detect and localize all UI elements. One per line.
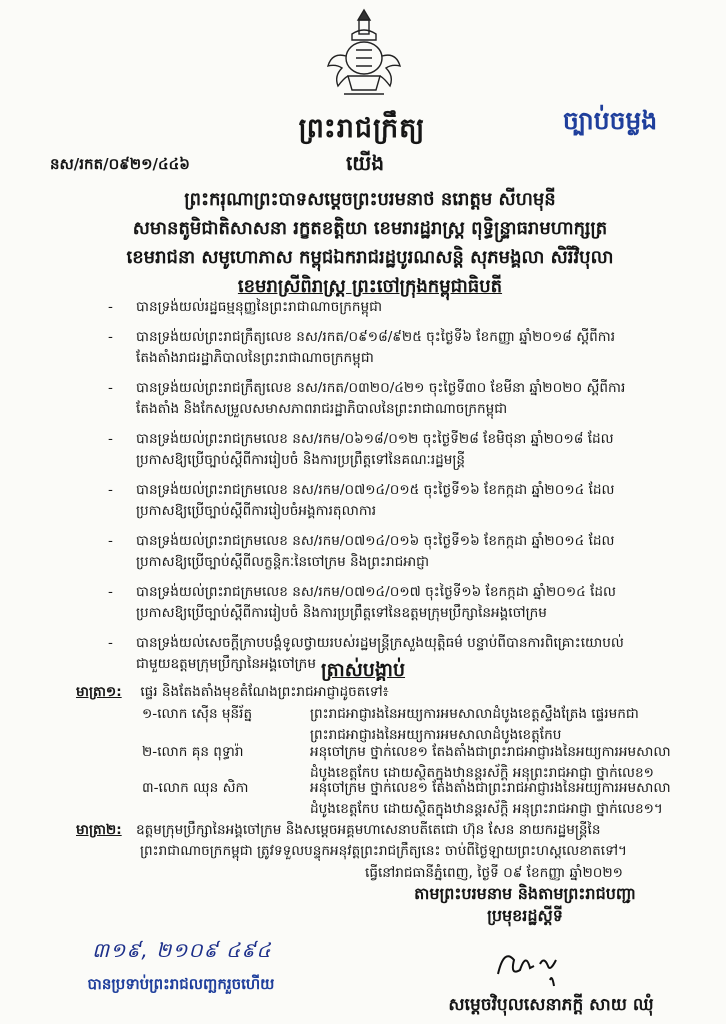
list-item-text: បានទ្រង់យល់ព្រះរាជក្រមលេខ នស/រកម/០៦១៨/០១២ ចុះថ្ងៃទី២៨ ខែមិថុនា ឆ្នាំ២០១៨ ដែល xyxy=(136,431,614,447)
signature-heading xyxy=(360,883,690,927)
list-item-text: បានទ្រង់យល់រដ្ឋធម្មនុញ្ញនៃព្រះរាជាណាចក្រកម្ពុជា xyxy=(136,299,383,315)
list-item-text: ប្រកាសឱ្យប្រើច្បាប់ស្តីពីលក្ខន្តិកៈនៃចៅក្រម និងព្រះរាជអាជ្ញា xyxy=(136,554,430,570)
royal-title-line: ព្រះករុណាព្រះបាទសម្តេចព្រះបរមនាថ នរោត្តម សីហមុនី xyxy=(184,189,556,210)
list-item-text: តែងតាំង និងកែសម្រួលសមាសភាពរាជរដ្ឋាភិបាលនៃព្រះរាជាណាចក្រកម្ពុជា xyxy=(136,401,508,417)
royal-title-line: ខេមរាស្រីពិរាស្ត្រ ព្រះចៅក្រុងកម្ពុជាធិបតី xyxy=(237,276,503,297)
article-text: ឧត្តមក្រុមប្រឹក្សានៃអង្គចៅក្រម និងសម្តេចអគ្គមហាសេនាបតីតេជោ ហ៊ុន សែន នាយករដ្ឋមន្ត្រីនៃ xyxy=(136,822,601,838)
considerations-list xyxy=(108,297,698,684)
list-item: - បានទ្រង់យល់ព្រះរាជក្រឹត្យលេខ នស/រកត/០៩១៨/៩២៥ ចុះថ្ងៃទី៦ ខែកញ្ញា ឆ្នាំ២០១៨ ស្តីពីការ តែងតាំងរាជរដ្ឋាភិបាលនៃព្រះរាជាណាចក្រកម្ពុជា xyxy=(108,327,698,369)
appointment-text: ព្រះរាជអាជ្ញារងនៃអយ្យការអមសាលាដំបូងខេត្តកែប xyxy=(310,727,562,743)
list-item: - បានទ្រង់យល់ព្រះរាជក្រមលេខ នស/រកម/០៦១៨/០១២ ចុះថ្ងៃទី២៨ ខែមិថុនា ឆ្នាំ២០១៨ ដែល ប្រកាសឱ្យប្រើច្បាប់ស្តីពីការរៀបចំ និងការប្រព្រឹត្តទៅនៃគណៈរដ្ឋមន្ត្រី xyxy=(108,429,698,471)
we-heading: យើង xyxy=(345,151,385,175)
list-item: - បានទ្រង់យល់ព្រះរាជក្រឹត្យលេខ នស/រកត/០៣២០/៤២១ ចុះថ្ងៃទី៣០ ខែមីនា ឆ្នាំ២០២០ ស្តីពីការ តែងតាំង និងកែសម្រួលសមាសភាពរាជរដ្ឋាភិបាលនៃព្រះរាជាណាចក្រកម្ពុជា xyxy=(108,378,698,420)
appointment-text: អនុចៅក្រម ថ្នាក់លេខ១ តែងតាំងជាព្រះរាជអាជ្ញារងនៃអយ្យការអមសាលា xyxy=(310,780,671,796)
royal-crest-emblem xyxy=(318,6,410,102)
list-item: - បានទ្រង់យល់សេចក្តីក្រាបបង្គំទូលថ្វាយរបស់រដ្ឋមន្ត្រីក្រសួងយុត្តិធម៌ បន្ទាប់ពីបានការពិគ្រោះយោបល់ ជាមួយឧត្តមក្រុមប្រឹក្សានៃអង្គចៅក្រម xyxy=(108,633,698,675)
appointee-name: ២-លោក គុន ពុទ្ធារ៉ា xyxy=(142,744,244,760)
royal-title-line: សមានតូមិជាតិសាសនា រក្ខតខត្តិយា ខេមរារដ្ឋរាស្ត្រ ពុទ្ធិន្ទ្រាធរាមហាក្សត្រ xyxy=(132,218,608,239)
list-item: - បានទ្រង់យល់ព្រះរាជក្រមលេខ នស/រកម/០៧១៤/០១៦ ចុះថ្ងៃទី១៦ ខែកក្កដា ឆ្នាំ២០១៤ ដែល ប្រកាសឱ្យប្រើច្បាប់ស្តីពីលក្ខន្តិកៈនៃចៅក្រម និងព្រះរាជអាជ្ញា xyxy=(108,531,698,573)
article-text: ផ្ទេរ និងតែងតាំងមុខតំណែងព្រះរាជអាជ្ញាដូចតទៅ៖ xyxy=(140,684,389,700)
list-item-text: តែងតាំងរាជរដ្ឋាភិបាលនៃព្រះរាជាណាចក្រកម្ពុជា xyxy=(136,350,374,366)
article-label: មាត្រា១: xyxy=(76,684,122,700)
appointee-name: ១-លោក ស៊ើន មុនីរ័ត្ន xyxy=(142,706,253,722)
appointment-text: ព្រះរាជអាជ្ញារងនៃអយ្យការអមសាលាដំបូងខេត្តស្ទឹងត្រែង ផ្ទេរមកជា xyxy=(310,706,639,722)
list-item-text: ប្រកាសឱ្យប្រើច្បាប់ស្តីពីការរៀបចំ និងការប្រព្រឹត្តទៅនៃគណៈរដ្ឋមន្ត្រី xyxy=(136,452,466,468)
list-item-text: បានទ្រង់យល់ព្រះរាជក្រឹត្យលេខ នស/រកត/០៩១៨/៩២៥ ចុះថ្ងៃទី៦ ខែកញ្ញា ឆ្នាំ២០១៨ ស្តីពីការ xyxy=(136,329,616,345)
list-item-text: បានទ្រង់យល់ព្រះរាជក្រឹត្យលេខ នស/រកត/០៣២០/៤២១ ចុះថ្ងៃទី៣០ ខែមីនា ឆ្នាំ២០២០ ស្តីពីការ xyxy=(136,380,626,396)
place-and-date: ធ្វើនៅរាជធានីភ្នំពេញ, ថ្ងៃទី ០៩ ខែកញ្ញា ឆ្នាំ២០២១ xyxy=(365,865,623,881)
list-item: - បានទ្រង់យល់ព្រះរាជក្រមលេខ នស/រកម/០៧១៤/០១៥ ចុះថ្ងៃទី១៦ ខែកក្កដា ឆ្នាំ២០១៤ ដែល ប្រកាសឱ្យប្រើច្បាប់ស្តីពីការរៀបចំអង្គការតុលាការ xyxy=(108,480,698,522)
royal-title-line: ខេមរាជនា សមូហោភាស កម្ពុជឯករាជរដ្ឋបូរណសន្តិ សុភមង្គលា សិរីវិបុលា xyxy=(126,247,614,268)
list-item-text: បានទ្រង់យល់ព្រះរាជក្រមលេខ នស/រកម/០៧១៤/០១៦ ចុះថ្ងៃទី១៦ ខែកក្កដា ឆ្នាំ២០១៤ ដែល xyxy=(136,533,615,549)
appointment-row xyxy=(142,704,702,746)
handwritten-number: ៣១៩, ២១០៩ ៤៩៤ xyxy=(92,938,272,962)
reference-number: នស/រកត/០៩២១/៤៤៦ xyxy=(50,155,190,173)
appointment-text: ដំបូងខេត្តកែប ដោយស្ថិតក្នុងឋានន្តរស័ក្តិ អនុព្រះរាជអាជ្ញា ថ្នាក់លេខ១។ xyxy=(310,801,663,817)
appointee-name: ៣-លោក ឈុន សិកា xyxy=(142,780,249,796)
signature-heading-line: តាមព្រះបរមនាម និងតាមព្រះរាជបញ្ជា xyxy=(414,884,636,903)
list-item-text: បានទ្រង់យល់សេចក្តីក្រាបបង្គំទូលថ្វាយរបស់រដ្ឋមន្ត្រីក្រសួងយុត្តិធម៌ បន្ទាប់ពីបានការពិគ្រោះយោបល់ xyxy=(136,635,624,651)
list-item-text: ប្រកាសឱ្យប្រើច្បាប់ស្តីពីការរៀបចំអង្គការតុលាការ xyxy=(136,503,377,519)
list-item-text: ប្រកាសឱ្យប្រើច្បាប់ស្តីពីការរៀបចំ និងការប្រព្រឹត្តទៅនៃឧត្តមក្រុមប្រឹក្សានៃអង្គចៅក្រម xyxy=(136,605,547,621)
article-label: មាត្រា២: xyxy=(76,822,122,838)
decision-heading: ត្រាស់បង្គាប់ xyxy=(320,659,406,681)
seal-stamp: បានប្រទាប់ព្រះរាជលញ្ឆករួចហើយ xyxy=(87,975,275,993)
appointment-text: អនុចៅក្រម ថ្នាក់លេខ១ តែងតាំងជាព្រះរាជអាជ្ញារងនៃអយ្យការអមសាលា xyxy=(310,744,671,760)
document-title: ព្រះរាជក្រឹត្យ xyxy=(298,113,426,144)
signer-name: សម្តេចវិបុលសេនាភក្តី សាយ ឈុំ xyxy=(448,995,654,1015)
article-1 xyxy=(76,682,696,703)
list-item-text: ជាមួយឧត្តមក្រុមប្រឹក្សានៃអង្គចៅក្រម xyxy=(136,656,316,672)
list-item-text: បានទ្រង់យល់ព្រះរាជក្រមលេខ នស/រកម/០៧១៤/០១៧ ចុះថ្ងៃទី១៦ ខែកក្កដា ឆ្នាំ២០១៤ ដែល xyxy=(136,584,616,600)
signature-icon xyxy=(490,930,580,990)
royal-title-block xyxy=(80,185,660,301)
appointment-text: ដំបូងខេត្តកែប ដោយស្ថិតក្នុងឋានន្តរស័ក្តិ អនុព្រះរាជអាជ្ញា ថ្នាក់លេខ១ xyxy=(310,765,654,781)
list-item-text: បានទ្រង់យល់ព្រះរាជក្រមលេខ នស/រកម/០៧១៤/០១៥ ចុះថ្ងៃទី១៦ ខែកក្កដា ឆ្នាំ២០១៤ ដែល xyxy=(136,482,615,498)
list-item: - បានទ្រង់យល់ព្រះរាជក្រមលេខ នស/រកម/០៧១៤/០១៧ ចុះថ្ងៃទី១៦ ខែកក្កដា ឆ្នាំ២០១៤ ដែល ប្រកាសឱ្យប្រើច្បាប់ស្តីពីការរៀបចំ និងការប្រព្រឹត្តទៅនៃឧត្តមក្រុមប្រឹក្សានៃអង្គចៅក្រម xyxy=(108,582,698,624)
appointment-row xyxy=(142,778,702,820)
article-text: ព្រះរាជាណាចក្រកម្ពុជា ត្រូវទទួលបន្ទុកអនុវត្តព្រះរាជក្រឹត្យនេះ ចាប់ពីថ្ងៃឡាយព្រះហស្តលេខាតទៅ។ xyxy=(140,843,628,859)
article-2 xyxy=(76,820,706,862)
list-item: - បានទ្រង់យល់រដ្ឋធម្មនុញ្ញនៃព្រះរាជាណាចក្រកម្ពុជា xyxy=(108,297,698,318)
signature-heading-line: ប្រមុខរដ្ឋស្តីទី xyxy=(487,906,563,925)
copy-label: ច្បាប់ចម្លង xyxy=(562,106,658,135)
